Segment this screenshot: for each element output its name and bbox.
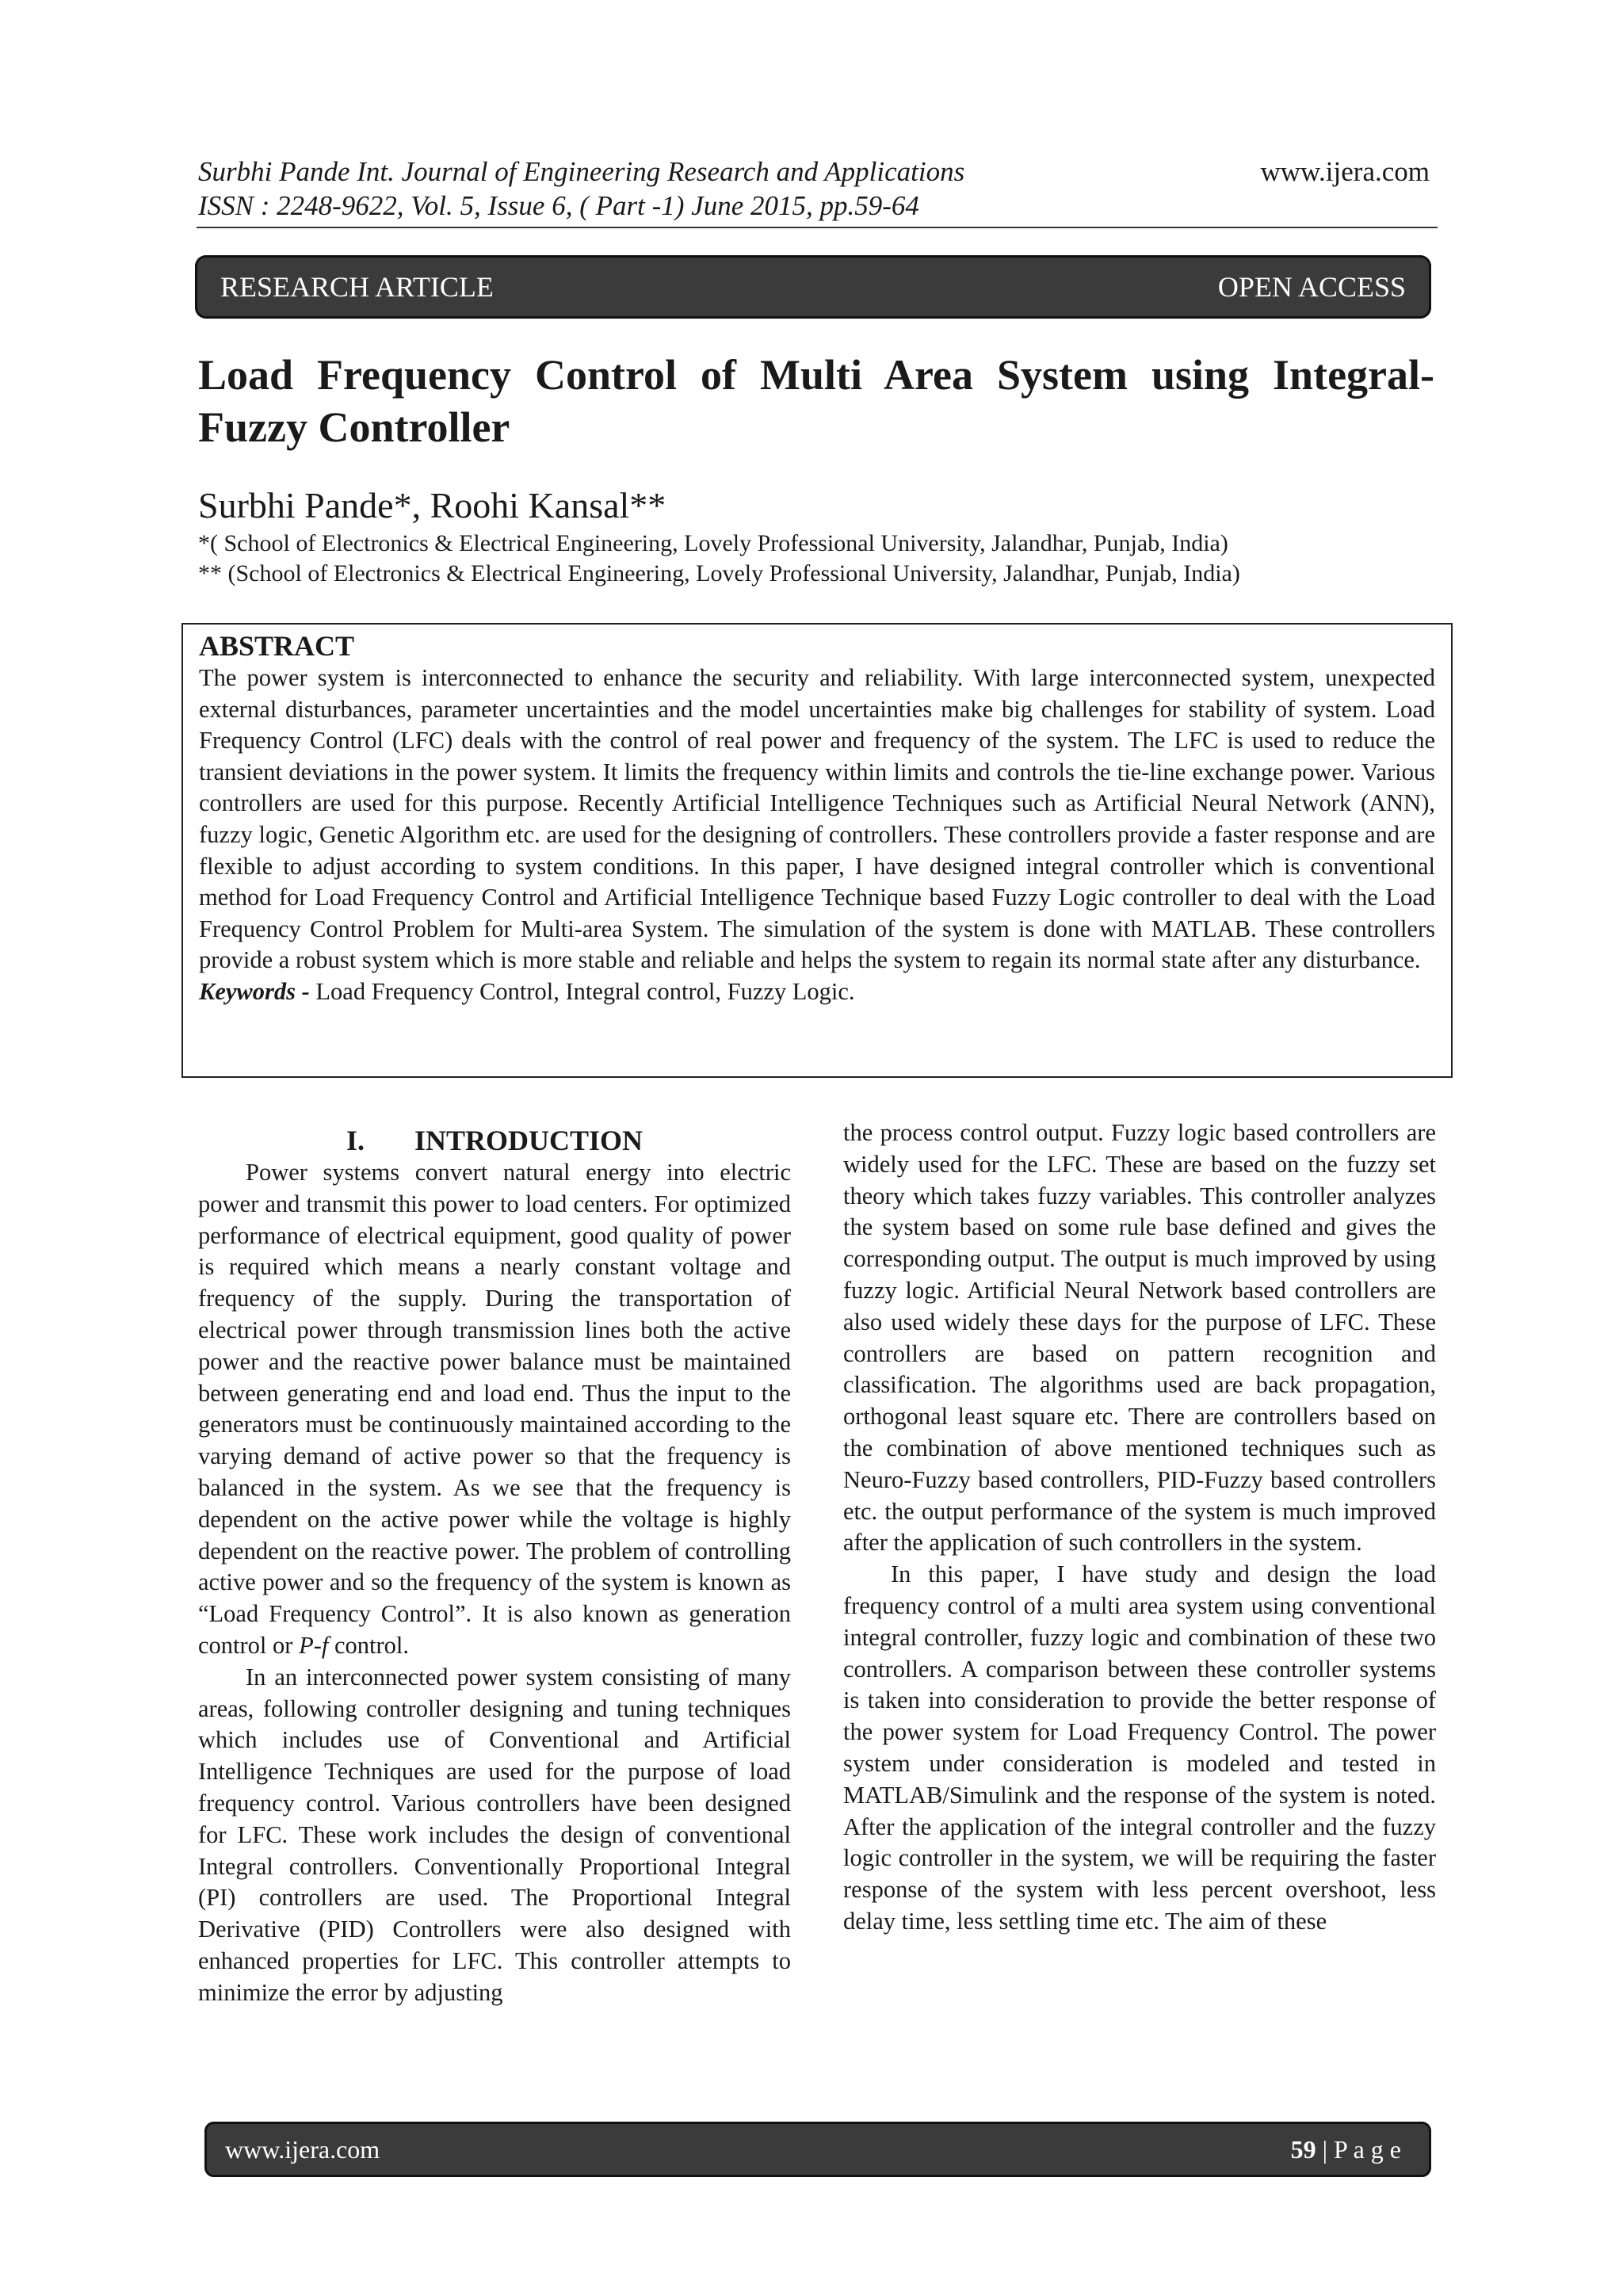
article-type-banner [195,255,1431,319]
page-number: 59 | P a g e [1290,2134,1401,2164]
keywords-list: Load Frequency Control, Integral control, Fuzzy Logic. [309,977,855,1005]
left-column [198,1124,791,2009]
abstract-text: The power system is interconnected to enhance the security and reliability. With large interconnected system, unexpected external disturbances, parameter uncertainties and the model uncertainties make big challenges for stability of system. Load Frequency Control (LFC) deals with the control of real power and frequency of the system. The LFC is used to reduce the transient deviations in the power system. It limits the frequency within limits and controls the tie-line exchange power. Various controllers are used for this purpose. Recently Artificial Intelligence Techniques such as Artificial Neural Network (ANN), fuzzy logic, Genetic Algorithm etc. are used for the designing of controllers. These controllers provide a faster response and are flexible to adjust according to system conditions. In this paper, I have designed integral controller which is conventional method for Load Frequency Control and Artificial Intelligence Technique based Fuzzy Logic controller to deal with the Load Frequency Control Problem for Multi-area System. The simulation of the system is done with MATLAB. These controllers provide a robust system which is more stable and reliable and helps the system to regain its normal state after any disturbance. [199,664,1435,974]
author-affiliation-2: ** (School of Electronics & Electrical Engineering, Lovely Professional University, Jalandhar, Punjab, India) [198,560,1240,586]
header-divider [197,227,1438,228]
intro-paragraph-1: Power systems convert natural energy into electric power and transmit this power to load centers. For optimized performance of electrical equipment, good quality of power is required which means a nearly constant voltage and frequency of the supply. During the transportation of electrical power through transmission lines both the active power and the reactive power balance must be maintained between generating end and load end. Thus the input to the generators must be continuously maintained according to the varying demand of active power so that the frequency is balanced in the system. As we see that the frequency is dependent on the active power while the voltage is highly dependent on the reactive power. The problem of controlling active power and so the frequency of the system is known as “Load Frequency Control”. It is also known as generation control or P-f control. [198,1159,791,1659]
paper-authors: Surbhi Pande*, Roohi Kansal** [198,485,666,525]
footer-website-link[interactable]: www.ijera.com [225,2134,380,2164]
abstract-heading: ABSTRACT [199,630,355,662]
open-access-label: OPEN ACCESS [1217,271,1406,303]
journal-citation-line1: Surbhi Pande Int. Journal of Engineering Research and Applications [198,156,965,187]
introduction-heading: I. INTRODUCTION [346,1125,643,1156]
research-article-label: RESEARCH ARTICLE [220,271,494,303]
header-website-link[interactable]: www.ijera.com [1260,156,1430,187]
keywords-label: Keywords - [199,977,310,1005]
intro-paragraph-4: In this paper, I have study and design the load frequency control of a multi area system using conventional integral controller, fuzzy logic and combination of these two controllers. A comparison between these controller systems is taken into consideration to provide the better response of the power system for Load Frequency Control. The power system under consideration is modeled and tested in MATLAB/Simulink and the response of the system is noted. After the application of the integral controller and the fuzzy logic controller in the system, we will be requiring the faster response of the system with less percent overshoot, less delay time, less settling time etc. The aim of these [843,1561,1436,1935]
keywords-line [199,976,1435,1008]
abstract-box [181,623,1453,1078]
intro-paragraph-2: In an interconnected power system consisting of many areas, following controller designing and tuning techniques which includes use of Conventional and Artificial Intelligence Techniques are used for the purpose of load frequency control. Various controllers have been designed for LFC. These work includes the design of conventional Integral controllers. Conventionally Proportional Integral (PI) controllers are used. The Proportional Integral Derivative (PID) Controllers were also designed with enhanced properties for LFC. This controller attempts to minimize the error by adjusting [198,1663,791,2006]
journal-citation-line2: ISSN : 2248-9622, Vol. 5, Issue 6, ( Part -1) June 2015, pp.59-64 [198,190,919,221]
author-affiliation-1: *( School of Electronics & Electrical Engineering, Lovely Professional University, Jalandhar, Punjab, India) [198,530,1228,556]
paper-title: Load Frequency Control of Multi Area System using Integral-Fuzzy Controller [198,351,1434,451]
page-footer [204,2122,1431,2177]
pf-italic-term: P-f [299,1631,329,1659]
intro-paragraph-3: the process control output. Fuzzy logic based controllers are widely used for the LFC. These are based on the fuzzy set theory which takes fuzzy variables. This controller analyzes the system based on some rule base defined and gives the corresponding output. The output is much improved by using fuzzy logic. Artificial Neural Network based controllers are also used widely these days for the purpose of LFC. These controllers are based on pattern recognition and classification. The algorithms used are back propagation, orthogonal least square etc. There are controllers based on the combination of above mentioned techniques such as Neuro-Fuzzy based controllers, PID-Fuzzy based controllers etc. the output performance of the system is much improved after the application of such controllers in the system. [843,1119,1436,1557]
right-column [843,1117,1436,1938]
